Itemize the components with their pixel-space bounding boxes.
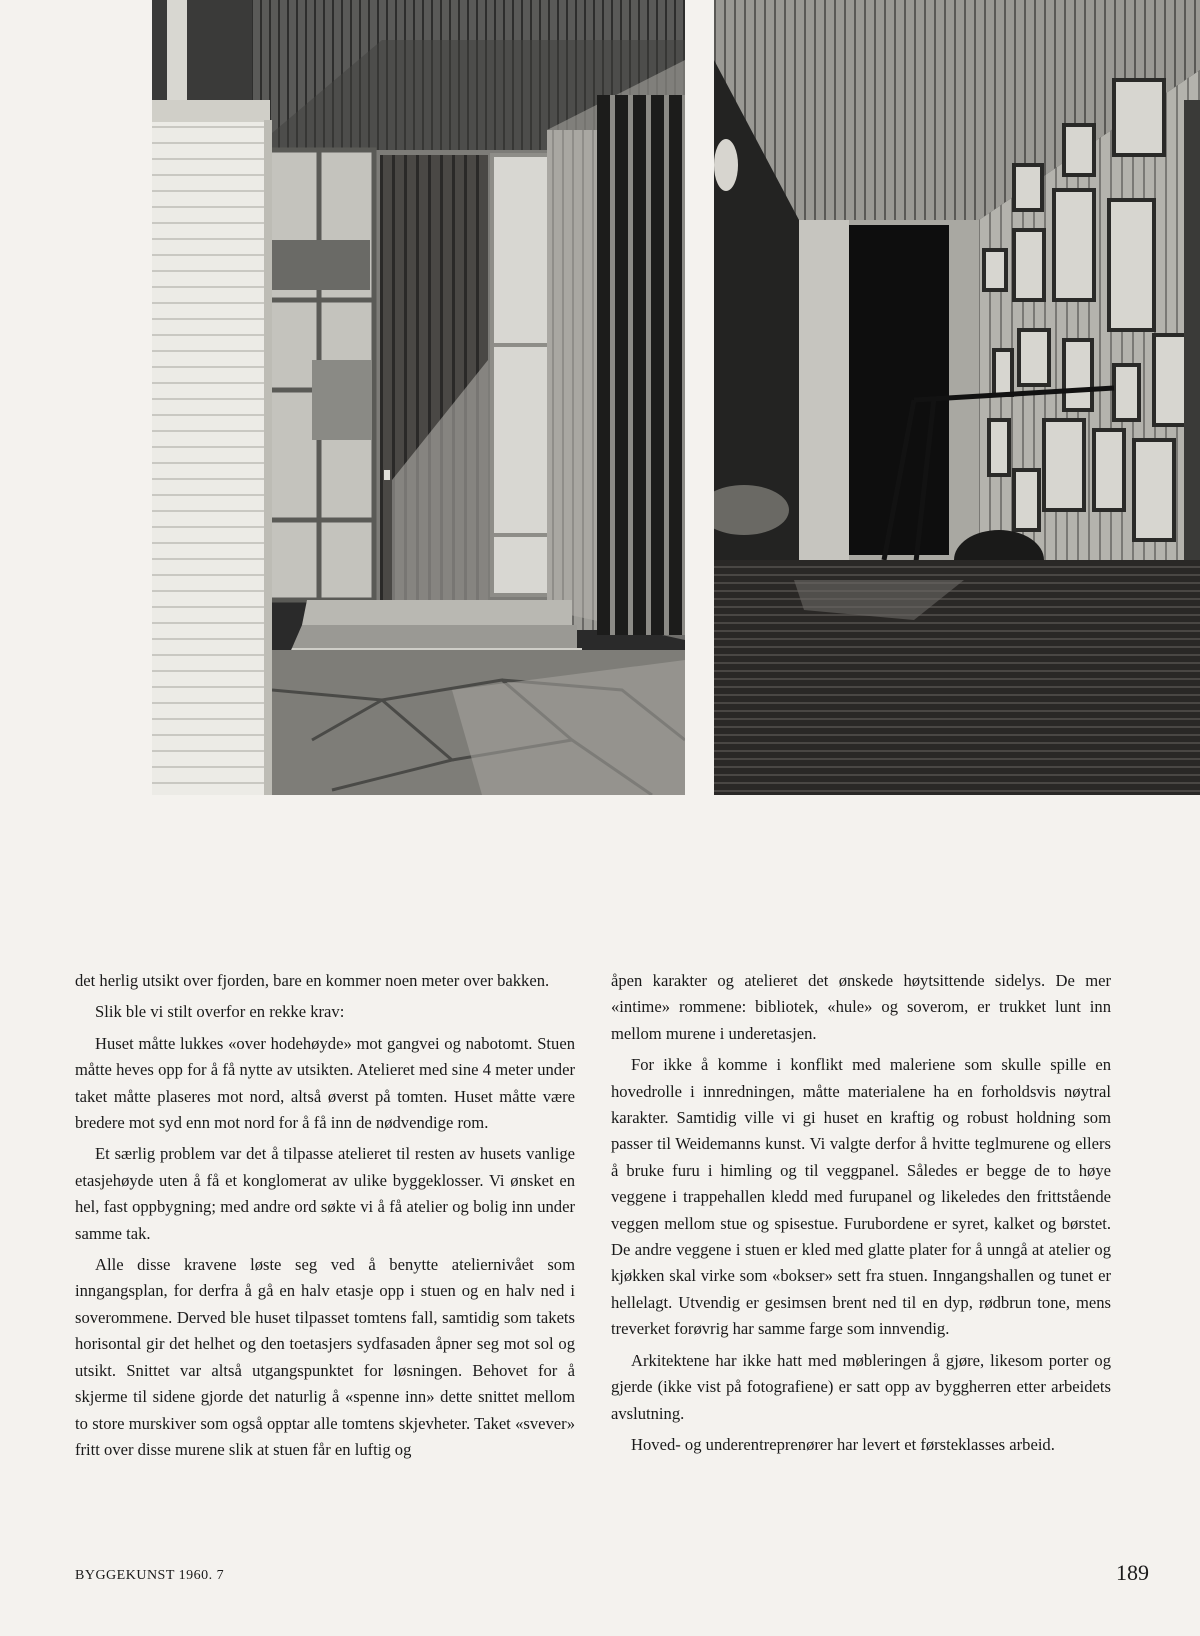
paragraph: Huset måtte lukkes «over hodehøyde» mot gangvei og nabotomt. Stuen måtte heves opp for å få nytte av utsikten. Atelieret med sine 4 meter under taket måtte plaseres mot nord, altså øverst på tomten. Huset måtte være bredere mot syd enn mot nord for å få inn de nødvendige rom. [75,1033,575,1133]
paragraph: Alle disse kravene løste seg ved å benytte ateliernivået som inngangsplan, for derfra å gå en halv etasje opp i stuen og en halv ned i soverommene. Derved ble huset tilpasset tomtens fall, samtidig som takets horisontal gir det helhet og den toetasjers sydfasaden åpner seg mot sol og utsikt. Snittet var altså utgangspunktet for løsningen. Behovet for å skjerme til sidene gjorde det naturlig å «spenne inn» dette snittet mellom to store murskiver som også opptar alle tomtens skjevheter. Taket «svever» fritt over disse murene slik at stuen får en luftig og [75,1255,575,1459]
paragraph: Et særlig problem var det å tilpasse atelieret til resten av husets vanlige etasjehøyde uten å få et konglomerat av ulike byggeklosser. Vi ønsket en hel, fast oppbygning; med andre ord søkte vi å få atelier og bolig inn under samme tak. [75,1144,575,1243]
journal-footer: BYGGEKUNST 1960. 7 [75,1568,225,1583]
text-column-left [75,968,575,1468]
page-number: 189 [1116,1560,1149,1585]
paragraph: Arkitektene har ikke hatt med møbleringen å gjøre, likesom porter og gjerde (ikke vist på fotografiene) er satt opp av byggherren etter arbeidets avslutning. [611,1350,1111,1423]
paragraph: Hoved- og underentreprenører har levert et førsteklasses arbeid. [631,1434,1055,1454]
photo-entrance-porch [152,0,685,795]
text-column-right [611,968,1111,1463]
paragraph: Slik ble vi stilt overfor en rekke krav: [95,1002,345,1022]
paragraph: åpen karakter og atelieret det ønskede høytsittende sidelys. De mer «intime» rommene: bibliotek, «hule» og soverom, er trukket lunt inn mellom murene i underetasjen. [611,971,1111,1043]
photo-stair-hall [714,0,1200,795]
paragraph: det herlig utsikt over fjorden, bare en kommer noen meter over bakken. [75,971,550,990]
paragraph: For ikke å komme i konflikt med maleriene som skulle spille en hovedrolle i innredningen, måtte materialene ha en forholdsvis nøytral karakter. Samtidig ville vi gi huset en kraftig og robust holdning som passer til Weidemanns kunst. Vi valgte derfor å hvitte teglmurene og ellers å bruke furu i himling og til veggpanel. Således er begge de to høye veggene i trappehallen kledd med furupanel og likeledes den frittstående veggen mellom stue og spisestue. Furubordene er syret, kalket og børstet. De andre veggene i stuen er kled med glatte plater for å unngå at atelier og kjøkken skal virke som «bokser» sett fra stuen. Inngangshallen og tunet er hellelagt. Utvendig er gesimsen brent ned til en dyp, rødbrun tone, mens treverket forøvrig har samme farge som innvendig. [611,1055,1111,1339]
